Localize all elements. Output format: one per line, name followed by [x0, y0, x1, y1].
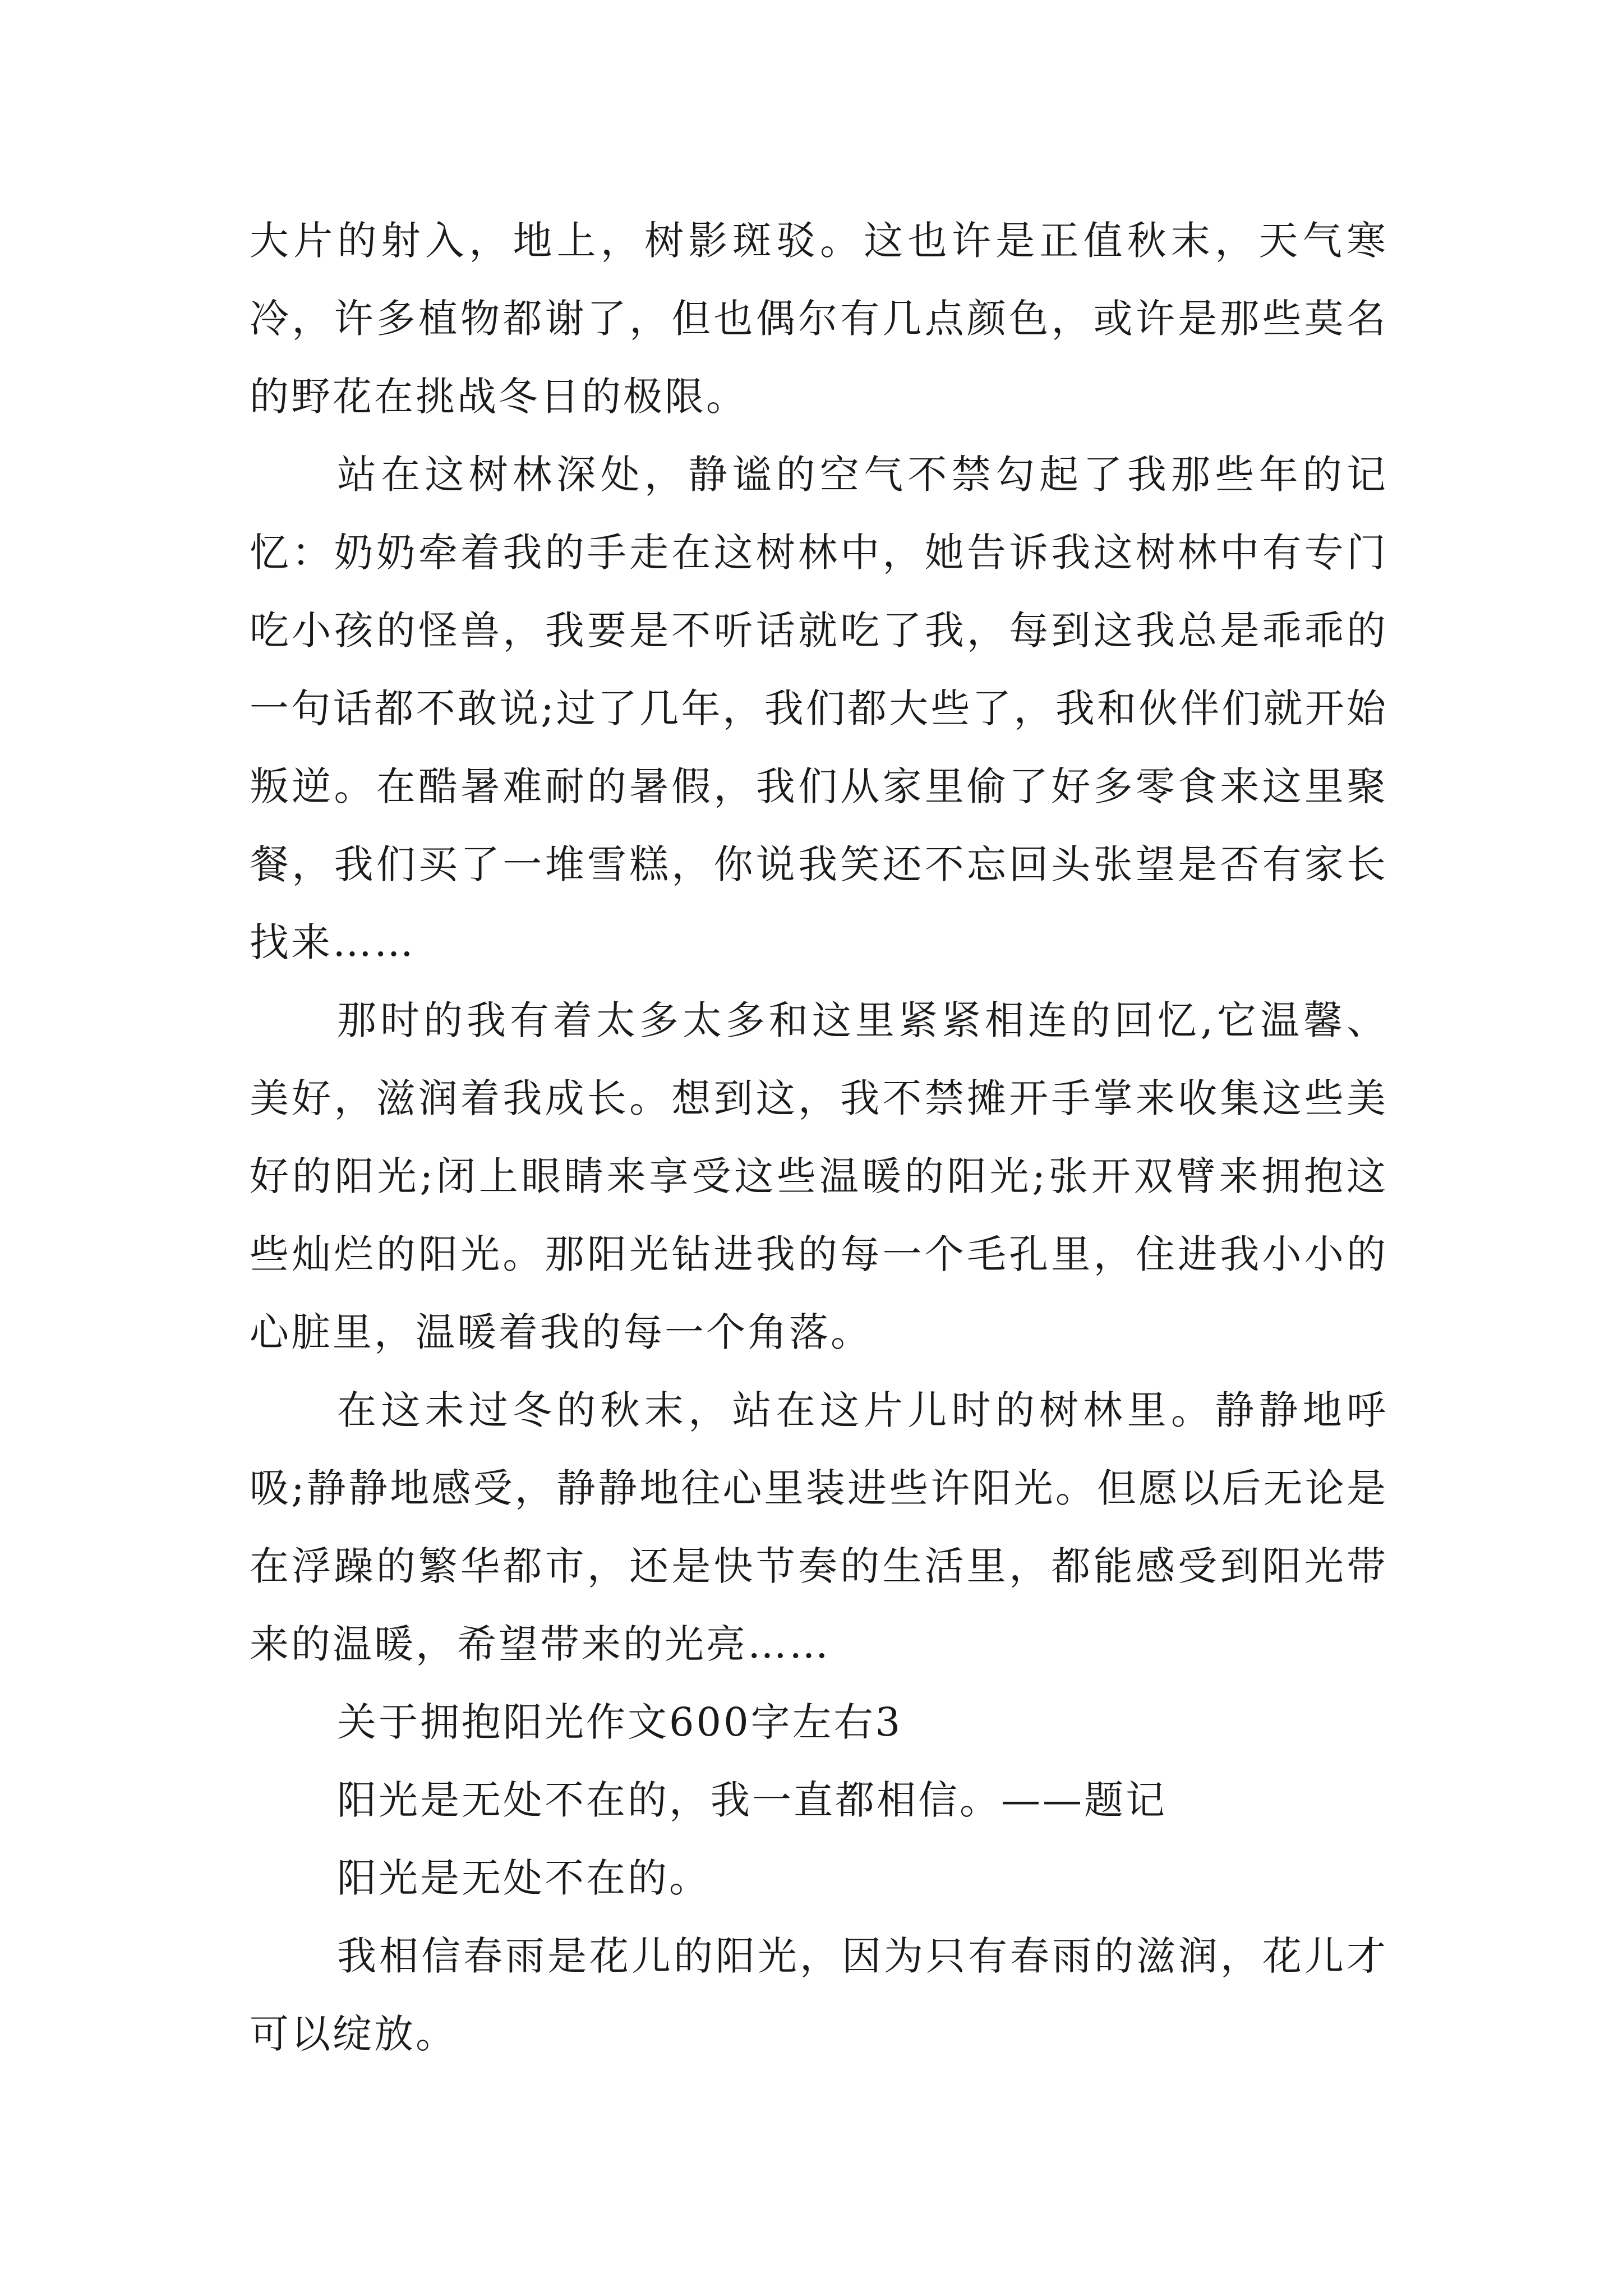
paragraph-3: 那时的我有着太多太多和这里紧紧相连的回忆,它温馨、美好，滋润着我成长。想到这，我不禁摊开手掌来收集这些美好的阳光;闭上眼睛来享受这些温暖的阳光;张开双臂来拥抱这些灿烂的阳光。那阳光钻进我的每一个毛孔里，住进我小小的心脏里，温暖着我的每一个角落。: [250, 997, 1388, 1355]
paragraph-8: 我相信春雨是花儿的阳光，因为只有春雨的滋润，花儿才可以绽放。: [250, 1933, 1388, 2057]
paragraph-1: 大片的射入，地上，树影斑驳。这也许是正值秋末，天气寒冷，许多植物都谢了，但也偶尔有几点颜色，或许是那些莫名的野花在挑战冬日的极限。: [250, 218, 1388, 420]
document-body: [250, 202, 1388, 2073]
paragraph-4: 在这未过冬的秋末，站在这片儿时的树林里。静静地呼吸;静静地感受，静静地往心里装进些许阳光。但愿以后无论是在浮躁的繁华都市，还是快节奏的生活里，都能感受到阳光带来的温暖，希望带来的光亮……: [250, 1387, 1388, 1667]
paragraph-7: 阳光是无处不在的。: [337, 1855, 711, 1901]
epigraph: 阳光是无处不在的，我一直都相信。——题记: [337, 1777, 1167, 1823]
section-title: 关于拥抱阳光作文600字左右3: [337, 1699, 903, 1745]
paragraph-2: 站在这树林深处，静谧的空气不禁勾起了我那些年的记忆：奶奶牵着我的手走在这树林中，她告诉我这树林中有专门吃小孩的怪兽，我要是不听话就吃了我，每到这我总是乖乖的一句话都不敢说;过了几年，我们都大些了，我和伙伴们就开始叛逆。在酷暑难耐的暑假，我们从家里偷了好多零食来这里聚餐，我们买了一堆雪糕，你说我笑还不忘回头张望是否有家长找来……: [250, 452, 1388, 965]
